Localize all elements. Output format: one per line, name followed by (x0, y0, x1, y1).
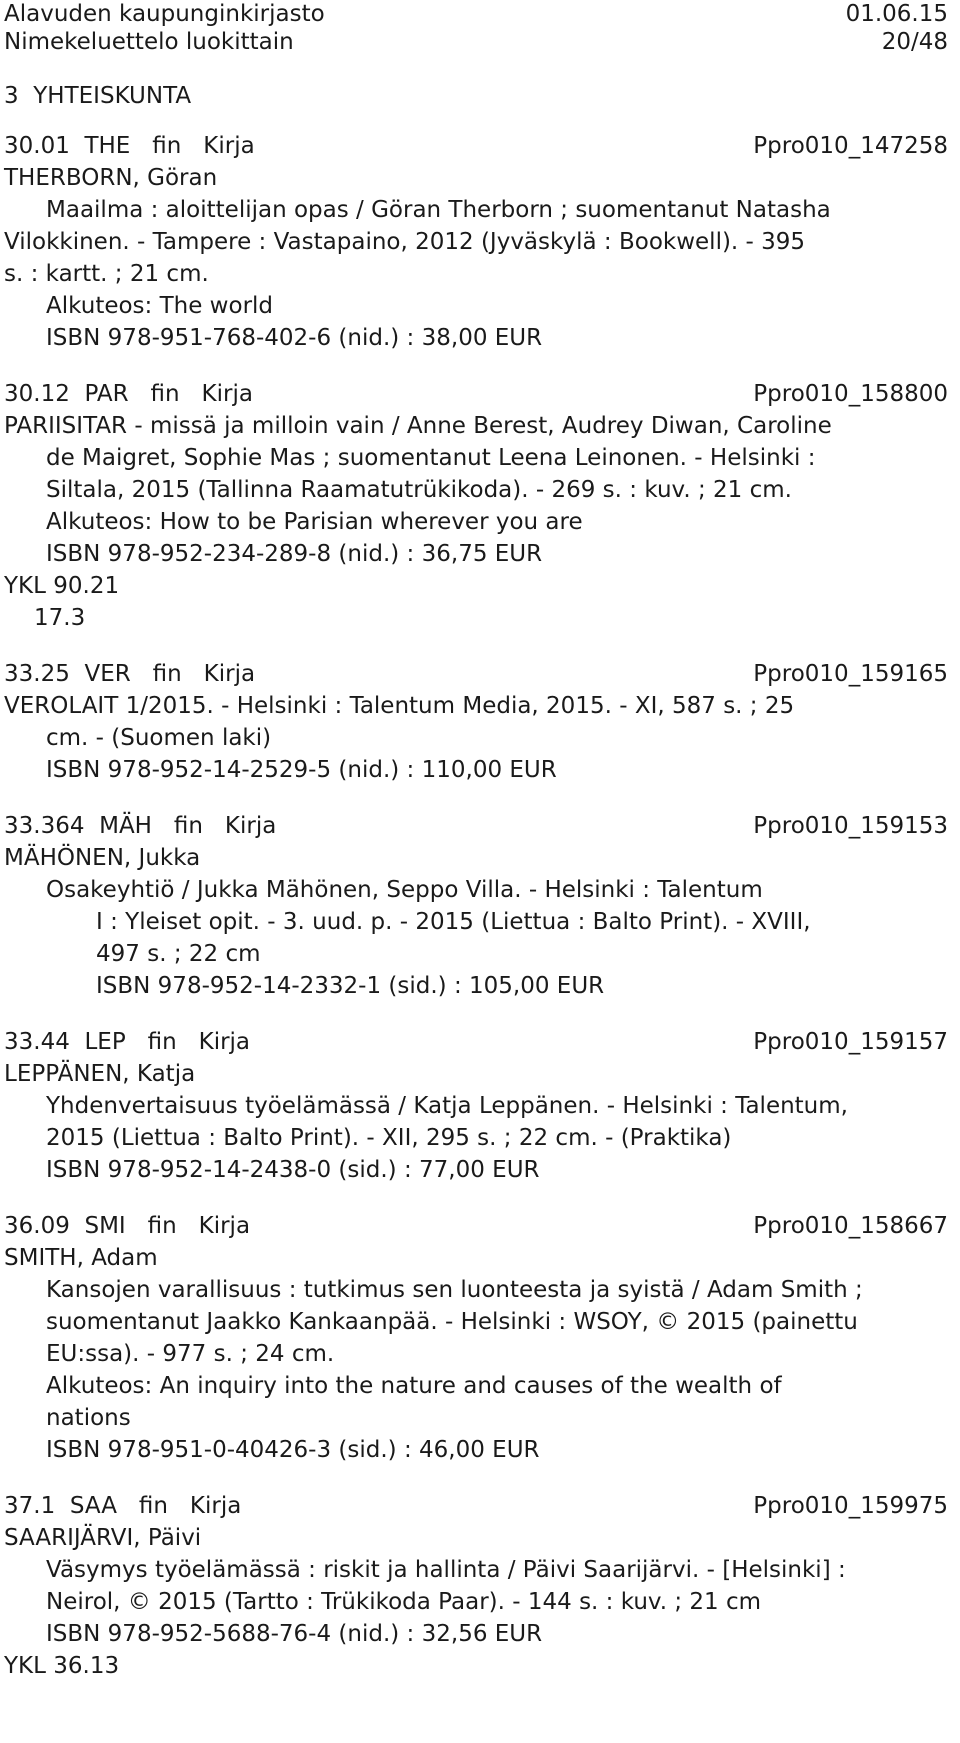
entry-classmark: 36.09 SMI fin Kirja (4, 1213, 251, 1239)
print-date: 01.06.15 (845, 1, 948, 27)
entry-author: SAARIJÄRVI, Päivi (4, 1525, 202, 1551)
entry-classmark-row (4, 1026, 960, 1058)
entry-id: Ppro010_147258 (753, 133, 948, 159)
entry-title: PARIISITAR - missä ja milloin vain / Anne Berest, Audrey Diwan, Caroline (4, 413, 832, 439)
entry-author: SMITH, Adam (4, 1245, 158, 1271)
entry-classmark: 30.12 PAR fin Kirja (4, 381, 253, 407)
entry-isbn: ISBN 978-951-0-40426-3 (sid.) : 46,00 EUR (46, 1437, 540, 1463)
entry-line: EU:ssa). - 977 s. ; 24 cm. (46, 1341, 335, 1367)
entry-classmark: 33.44 LEP fin Kirja (4, 1029, 251, 1055)
header-row-2 (4, 28, 960, 56)
entry-isbn: ISBN 978-952-14-2332-1 (sid.) : 105,00 EUR (96, 973, 605, 999)
entry-ykl: YKL 90.21 (4, 573, 120, 599)
entry-line: Väsymys työelämässä : riskit ja hallinta / Päivi Saarijärvi. - [Helsinki] : (46, 1557, 846, 1583)
catalogue-entry (4, 810, 960, 1002)
entry-line: Vilokkinen. - Tampere : Vastapaino, 2012 (Jyväskylä : Bookwell). - 395 (4, 229, 806, 255)
entry-classmark: 33.364 MÄH fin Kirja (4, 813, 277, 839)
entry-line: 497 s. ; 22 cm (96, 941, 261, 967)
header-row-1 (4, 0, 960, 28)
entry-line: suomentanut Jaakko Kankaanpää. - Helsinki : WSOY, © 2015 (painettu (46, 1309, 858, 1335)
entry-id: Ppro010_159975 (753, 1493, 948, 1519)
entry-classmark-row (4, 1490, 960, 1522)
section-title: 3 YHTEISKUNTA (4, 83, 192, 109)
entry-title: VEROLAIT 1/2015. - Helsinki : Talentum Media, 2015. - XI, 587 s. ; 25 (4, 693, 795, 719)
library-name: Alavuden kaupunginkirjasto (4, 1, 325, 27)
entry-classmark-row (4, 378, 960, 410)
entry-title: Osakeyhtiö / Jukka Mähönen, Seppo Villa. - Helsinki : Talentum (46, 877, 763, 903)
entry-classmark: 37.1 SAA fin Kirja (4, 1493, 242, 1519)
entry-line: nations (46, 1405, 131, 1431)
entry-line: 2015 (Liettua : Balto Print). - XII, 295 s. ; 22 cm. - (Praktika) (46, 1125, 732, 1151)
entry-line: Alkuteos: An inquiry into the nature and causes of the wealth of (46, 1373, 782, 1399)
page-number: 20/48 (881, 29, 948, 55)
entry-id: Ppro010_159157 (753, 1029, 948, 1055)
entry-line: I : Yleiset opit. - 3. uud. p. - 2015 (Liettua : Balto Print). - XVIII, (96, 909, 811, 935)
catalogue-entry (4, 1490, 960, 1682)
entry-ykl-secondary: 17.3 (34, 605, 86, 631)
entry-line: s. : kartt. ; 21 cm. (4, 261, 209, 287)
list-title: Nimekeluettelo luokittain (4, 29, 294, 55)
entry-line: cm. - (Suomen laki) (46, 725, 272, 751)
entry-line: Alkuteos: How to be Parisian wherever you are (46, 509, 583, 535)
entry-line: Alkuteos: The world (46, 293, 274, 319)
entry-classmark-row (4, 130, 960, 162)
entry-line: Siltala, 2015 (Tallinna Raamatutrükikoda). - 269 s. : kuv. ; 21 cm. (46, 477, 792, 503)
entry-isbn: ISBN 978-952-5688-76-4 (nid.) : 32,56 EUR (46, 1621, 543, 1647)
entry-line: de Maigret, Sophie Mas ; suomentanut Leena Leinonen. - Helsinki : (46, 445, 816, 471)
entry-line: Yhdenvertaisuus työelämässä / Katja Leppänen. - Helsinki : Talentum, (46, 1093, 848, 1119)
entry-classmark: 30.01 THE fin Kirja (4, 133, 255, 159)
entry-classmark-row (4, 1210, 960, 1242)
entry-isbn: ISBN 978-952-14-2529-5 (nid.) : 110,00 EUR (46, 757, 557, 783)
entry-id: Ppro010_158800 (753, 381, 948, 407)
entry-classmark: 33.25 VER fin Kirja (4, 661, 256, 687)
entry-author: LEPPÄNEN, Katja (4, 1061, 196, 1087)
catalogue-entry (4, 658, 960, 786)
catalogue-entry (4, 1026, 960, 1186)
entry-line: Kansojen varallisuus : tutkimus sen luonteesta ja syistä / Adam Smith ; (46, 1277, 863, 1303)
entry-ykl: YKL 36.13 (4, 1653, 120, 1679)
entry-isbn: ISBN 978-952-234-289-8 (nid.) : 36,75 EUR (46, 541, 543, 567)
entry-classmark-row (4, 658, 960, 690)
entry-id: Ppro010_159165 (753, 661, 948, 687)
entry-author: THERBORN, Göran (4, 165, 218, 191)
entry-id: Ppro010_159153 (753, 813, 948, 839)
catalogue-entry (4, 378, 960, 634)
entry-line: Neirol, © 2015 (Tartto : Trükikoda Paar). - 144 s. : kuv. ; 21 cm (46, 1589, 762, 1615)
entry-isbn: ISBN 978-951-768-402-6 (nid.) : 38,00 EUR (46, 325, 543, 351)
entry-author: MÄHÖNEN, Jukka (4, 845, 201, 871)
entry-line: Maailma : aloittelijan opas / Göran Therborn ; suomentanut Natasha (46, 197, 831, 223)
entry-classmark-row (4, 810, 960, 842)
catalogue-entry (4, 1210, 960, 1466)
catalogue-entry (4, 130, 960, 354)
entry-isbn: ISBN 978-952-14-2438-0 (sid.) : 77,00 EUR (46, 1157, 540, 1183)
entry-id: Ppro010_158667 (753, 1213, 948, 1239)
